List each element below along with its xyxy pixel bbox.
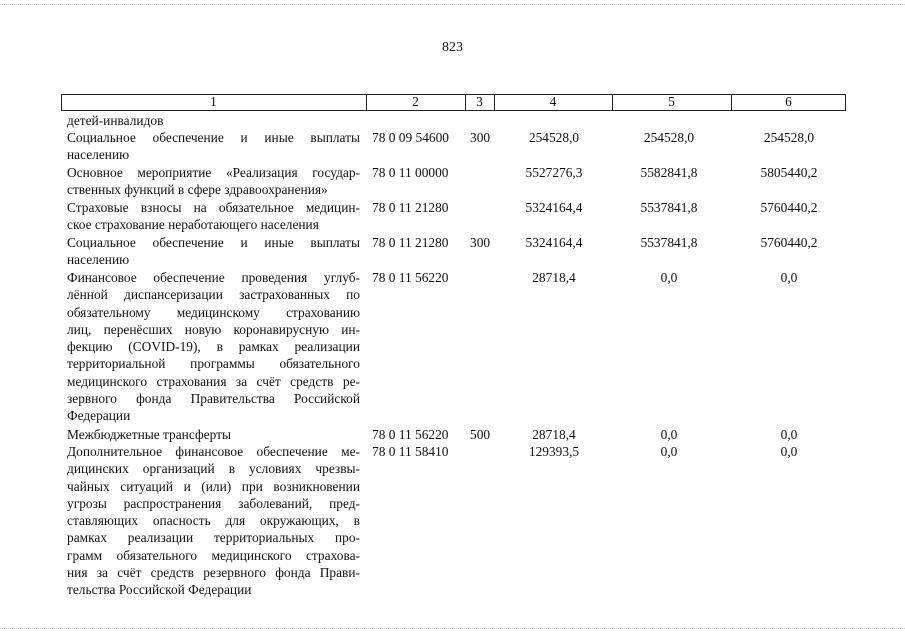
expense-type-code: 500 [470,427,491,442]
amount-col-6: 0,0 [780,270,798,285]
description-line: ния за счёт средств резервного фонда Прави- [67,565,360,581]
description-line: дицинских организаций в условиях чрезвы- [67,461,360,477]
row-description [67,426,360,443]
amount-col-6: 5760440,2 [760,235,818,250]
header-col-3: 3 [476,94,483,109]
amount-col-4: 129393,5 [528,444,580,459]
amount-col-5: 5582841,8 [640,165,698,180]
description-line: зервного фонда Правительства Российской [67,391,360,407]
description-line: медицинского страхования за счёт средств ре- [67,373,360,389]
page-number: 823 [442,40,463,55]
target-article-code: 78 0 09 54600 [372,130,449,145]
target-article-code: 78 0 11 00000 [372,165,449,180]
description-line: тельства Российской Федерации [67,582,252,598]
description-line: лённой диспансеризации застрахованных по [67,287,360,303]
amount-col-6: 254528,0 [763,130,815,145]
amount-col-6: 5805440,2 [760,165,818,180]
description-line: населению [67,252,130,268]
amount-col-4: 254528,0 [528,130,580,145]
row-description [67,234,360,269]
description-line: детей-инвалидов [67,113,164,128]
description-line: грамм обязательного медицинского страхова- [67,547,360,563]
amount-col-4: 5324164,4 [525,235,583,250]
description-line: ственных функций в сфере здравоохранения» [67,182,328,198]
amount-col-6: 0,0 [780,444,798,459]
row-description [67,199,360,234]
row-description [67,164,360,199]
header-col-4: 4 [549,94,557,109]
description-line: Финансовое обеспечение проведения углуб- [67,270,360,285]
header-col-6: 6 [785,94,792,109]
expense-type-code: 300 [470,235,491,250]
amount-col-5: 0,0 [660,270,678,285]
description-line: угрозы распространения заболеваний, пред- [67,495,360,511]
description-line: чайных ситуаций и (или) при возникновении [67,478,360,494]
description-line: ставляющих опасность для окружающих, в [67,513,360,529]
expense-type-code: 300 [470,130,491,145]
header-col-1: 1 [210,94,217,109]
amount-col-5: 0,0 [660,444,678,459]
description-line: Межбюджетные трансферты [67,427,231,442]
description-line: Федерации [67,408,131,424]
scan-edge-bottom [0,628,905,637]
target-article-code: 78 0 11 58410 [372,444,449,459]
amount-col-6: 5760440,2 [760,200,818,215]
description-line: Основное мероприятие «Реализация государ- [67,165,360,180]
amount-col-5: 254528,0 [643,130,695,145]
amount-col-5: 0,0 [660,427,678,442]
row-description [67,269,360,425]
target-article-code: 78 0 11 21280 [372,200,449,215]
description-line: территориальной программы обязательного [67,356,360,372]
description-line: ское страхование неработающего населения [67,217,319,233]
description-line: лиц, перенёсших новую коронавирусную ин- [67,321,360,337]
description-line: Дополнительное финансовое обеспечение ме- [67,444,360,459]
row-description [67,112,360,129]
row-description [67,129,360,164]
target-article-code: 78 0 11 56220 [372,270,449,285]
header-col-5: 5 [668,94,675,109]
description-line: Социальное обеспечение и иные выплаты [67,130,360,145]
amount-col-6: 0,0 [780,427,798,442]
description-line: рамках реализации территориальных про- [67,530,360,546]
amount-col-5: 5537841,8 [640,235,698,250]
amount-col-4: 5324164,4 [525,200,583,215]
row-description [67,443,360,599]
amount-col-4: 28718,4 [532,270,576,285]
description-line: Социальное обеспечение и иные выплаты [67,235,360,250]
description-line: фекцию (COVID-19), в рамках реализации [67,339,360,355]
target-article-code: 78 0 11 56220 [372,427,449,442]
amount-col-4: 5527276,3 [525,165,583,180]
description-line: обязательному медицинскому страхованию [67,304,360,320]
target-article-code: 78 0 11 21280 [372,235,449,250]
amount-col-5: 5537841,8 [640,200,698,215]
scan-edge-top [0,4,905,13]
header-col-2: 2 [412,94,419,109]
amount-col-4: 28718,4 [532,427,576,442]
description-line: населению [67,147,130,163]
description-line: Страховые взносы на обязательное медицин- [67,200,360,215]
